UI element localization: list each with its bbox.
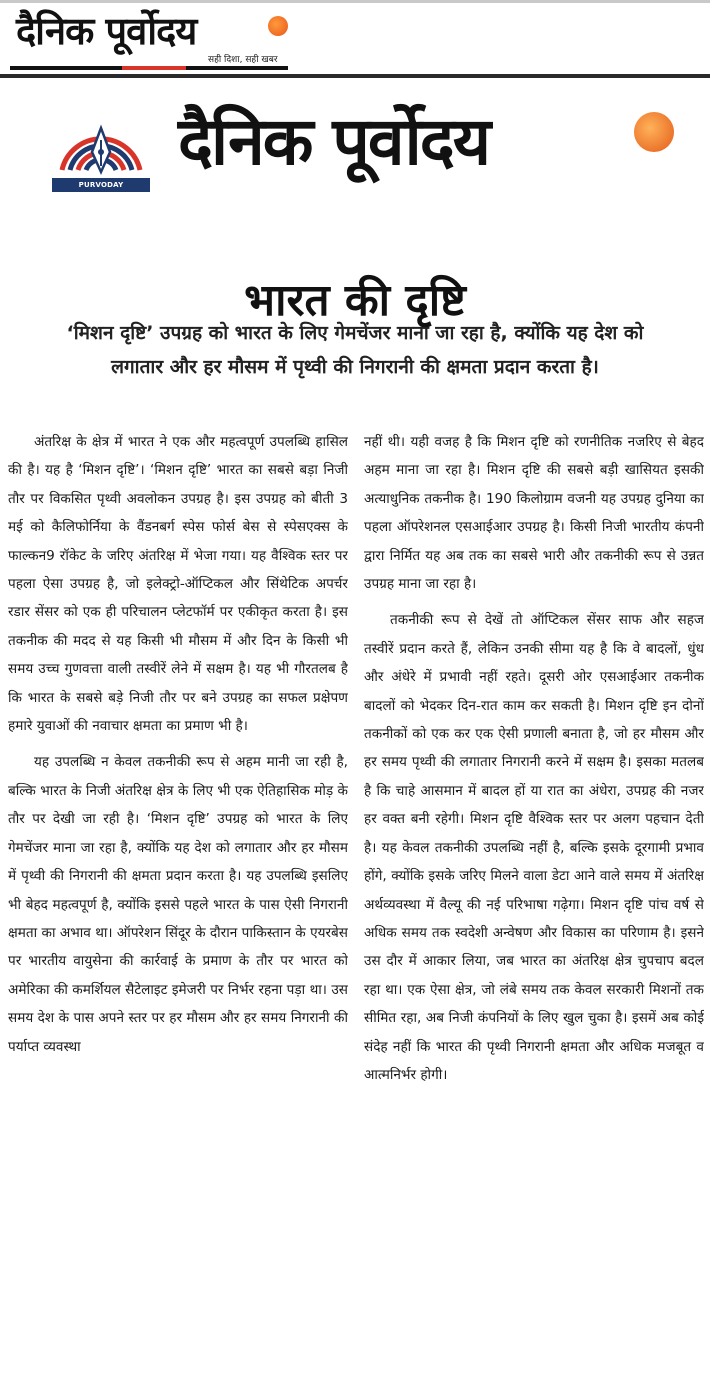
paragraph: तकनीकी रूप से देखें तो ऑप्टिकल सेंसर साफ और सहज तस्वीरें प्रदान करते हैं, लेकिन उनकी सीमा यह है कि वे बादलों, धुंध और अंधेरे में प्रभावी नहीं रहते। दूसरी ओर एसआईआर तकनीक बादलों को भेदकर दिन-रात काम कर सकती है। मिशन दृष्टि इन दोनों तकनीकों को एक कर एक ऐसी प्रणाली बनाता है, जो हर मौसम और हर समय पृथ्वी की लगातार निगरानी करने में सक्षम है। इसका मतलब है कि चाहे आसमान में बादल हों या रात का अंधेरा, उपग्रह की नजर हर वक्त बनी रहेगी। मिशन दृष्टि वैश्विक स्तर पर अलग पहचान देती है। यह केवल तकनीकी उपलब्धि नहीं है, बल्कि इसके दूरगामी प्रभाव होंगे, क्योंकि इसके जरिए मिलने वाला डेटा आने वाले समय में अंतरिक्ष अर्थव्यवस्था में वैल्यू की नई परिभाषा गढ़ेगा। मिशन दृष्टि पांच वर्ष से अधिक समय तक स्वदेशी अन्वेषण और विकास का परिणाम है। इसने उस दौर में आकार लिया, जब भारत का अंतरिक्ष क्षेत्र चुपचाप बदल रहा था। एक ऐसा क्षेत्र, जो लंबे समय तक केवल सरकारी मिशनों तक सीमित रहा, अब निजी कंपनियों के लिए खुल चुका है। इसमें अब कोई संदेह नहीं कि भारत की पृथ्वी निगरानी क्षमता और अधिक मजबूत व आत्मनिर्भर होगी। [364, 612, 704, 1083]
logo-red-accent [122, 66, 186, 70]
site-tagline: सही दिशा, सही खबर [208, 55, 278, 65]
paragraph: यह उपलब्धि न केवल तकनीकी रूप से अहम मानी जा रही है, बल्कि भारत के निजी अंतरिक्ष क्षेत्र के लिए भी एक ऐतिहासिक मोड़ के तौर पर देखी जा रही है। ‘मिशन दृष्टि’ उपग्रह को भारत के लिए गेमचेंजर माना जा रहा है, क्योंकि यह देश को लगातार और हर मौसम में पृथ्वी की निगरानी की क्षमता प्रदान करता है। यह उपलब्धि इसलिए भी बेहद महत्वपूर्ण है, क्योंकि इससे पहले भारत के पास ऐसी निगरानी क्षमता का अभाव था। ऑपरेशन सिंदूर के दौरान पाकिस्तान के एयरबेस पर भारतीय वायुसेना की कार्रवाई के प्रमाण के तौर पर भारत को अमेरिका की कमर्शियल सैटेलाइट इमेजरी पर निर्भर रहना पड़ा था। उस समय देश के पास अपने स्तर पर हर मौसम और हर समय निगरानी की पर्याप्त व्यवस्था [8, 754, 348, 1055]
article-standfirst: ‘मिशन दृष्टि’ उपग्रह को भारत के लिए गेमचेंजर माना जा रहा है, क्योंकि यह देश को लगातार और हर मौसम में पृथ्वी की निगरानी की क्षमता प्रदान करता है। [66, 322, 644, 378]
masthead-title: दैनिक पूर्वोदय [178, 103, 490, 180]
site-logo-link[interactable] [10, 4, 290, 74]
paragraph: अंतरिक्ष के क्षेत्र में भारत ने एक और महत्वपूर्ण उपलब्धि हासिल की है। यह है ‘मिशन दृष्टि’। ‘मिशन दृष्टि’ भारत का सबसे बड़ा निजी तौर पर विकसित पृथ्वी अवलोकन उपग्रह है। इस उपग्रह को बीती 3 मई को कैलिफोर्निया के वैंडनबर्ग स्पेस फोर्स बेस से स्पेसएक्स के फाल्कन9 रॉकेट के जरिए अंतरिक्ष में भेजा गया। यह वैश्विक स्तर पर पहला ऐसा उपग्रह है, जो इलेक्ट्रो-ऑप्टिकल और सिंथेटिक अपर्चर रडार सेंसर को एक ही परिचालन प्लेटफॉर्म पर एकीकृत करता है। इस तकनीक की मदद से यह किसी भी मौसम में और दिन के किसी भी समय उच्च गुणवत्ता वाली तस्वीरें लेने में सक्षम है। यह भी गौरतलब है कि भारत के सबसे बड़े निजी तौर पर बने उपग्रह का सफल प्रक्षेपण हमारे युवाओं की नवाचार क्षमता का प्रमाण भी है। [8, 434, 348, 735]
paragraph: नहीं थी। यही वजह है कि मिशन दृष्टि को रणनीतिक नजरिए से बेहद अहम माना जा रहा है। मिशन दृष्टि की सबसे बड़ी खासियत इसकी अत्याधुनिक तकनीक है। 190 किलोग्राम वजनी यह उपग्रह दुनिया का पहला ऑपरेशनल एसआईआर उपग्रह है। किसी निजी भारतीय कंपनी द्वारा निर्मित यह अब तक का सबसे भारी और तकनीकी रूप से उन्नत उपग्रह माना जा रहा है। [364, 434, 704, 593]
article-headline: भारत की दृष्टि [244, 275, 466, 327]
site-logo-text: दैनिक पूर्वोदय [16, 9, 197, 53]
column-right [364, 428, 704, 1388]
sun-dot-icon [268, 16, 288, 36]
article-body [8, 428, 704, 1388]
sun-dot-icon [634, 112, 674, 152]
column-left [8, 428, 348, 1388]
top-rule [0, 0, 710, 3]
site-header [0, 0, 710, 78]
publisher-caption: PURVODAY PUBLICATIONS [52, 178, 150, 192]
masthead [0, 96, 710, 206]
